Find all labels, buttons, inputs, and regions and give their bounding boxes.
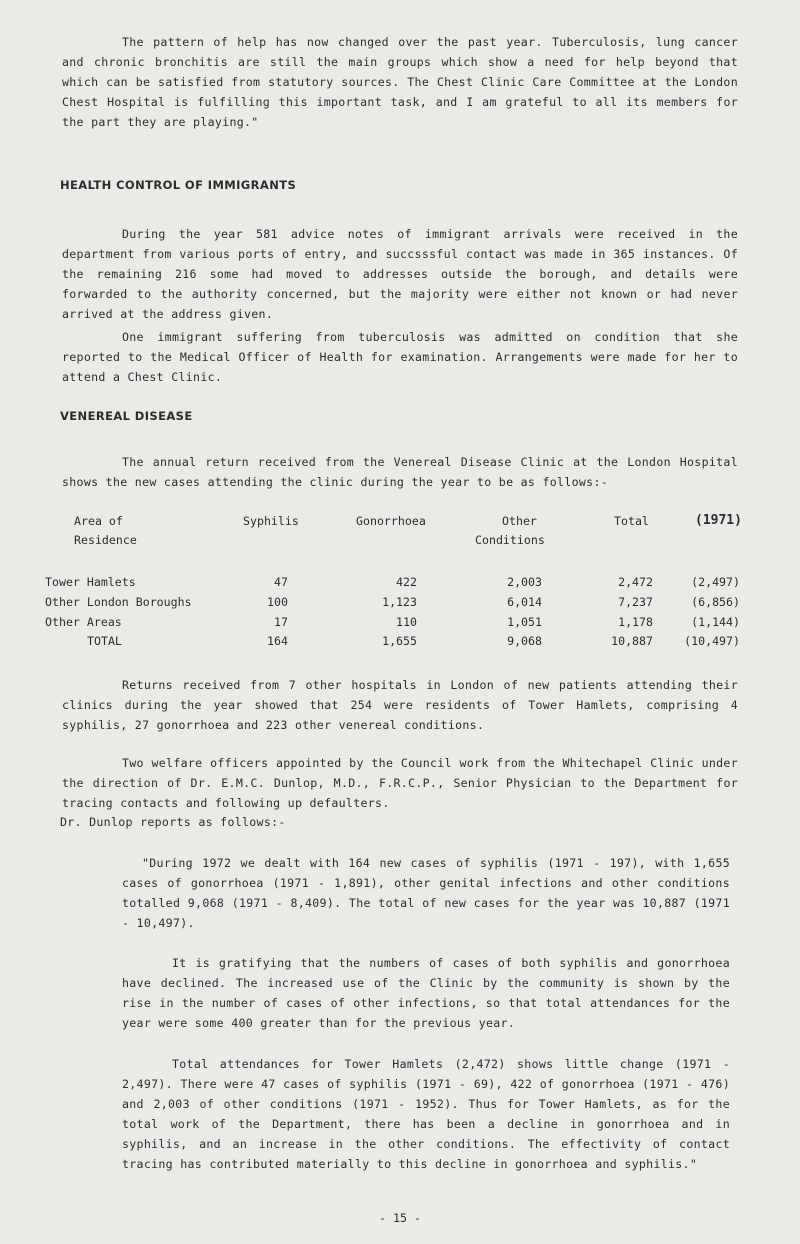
header-syphilis: Syphilis (243, 514, 299, 528)
table-row-syphilis: 47 (274, 575, 288, 589)
table-row-total: 7,237 (618, 595, 653, 609)
dunlop-quote-paragraph-1: "During 1972 we dealt with 164 new cases of syphilis (1971 - 197), with 1,655 cases of gonorrhoea (1971 - 1,891), other genital infections and other conditions totalled 9,068 (1971 - 8,409). The total of new cases for the year was 10,887 (1971 - 10,497). (122, 856, 730, 930)
dunlop-quote-paragraph-2: It is gratifying that the numbers of cases of both syphilis and gonorrhoea have declined. The increased use of the Clinic by the community is shown by the rise in the number of cases of other infections, so that total attendances for the year were some 400 greater than for the previous year. (122, 956, 730, 1030)
table-row-syphilis: 17 (274, 615, 288, 629)
table-row-gonorrhoea: 1,655 (382, 634, 417, 648)
venereal-intro: The annual return received from the Venereal Disease Clinic at the London Hospital shows the new cases attending the clinic during the year to be as follows:- (62, 455, 738, 489)
header-prev-year: (1971) (695, 513, 742, 528)
welfare-paragraph: Two welfare officers appointed by the Council work from the Whitechapel Clinic under the direction of Dr. E.M.C. Dunlop, M.D., F.R.C.P., Senior Physician to the Department for tracing contacts and following up defaulters. (62, 756, 738, 810)
table-row-gonorrhoea: 422 (396, 575, 417, 589)
table-row-prev: (2,497) (691, 575, 740, 589)
table-row-total: 10,887 (611, 634, 653, 648)
dunlop-intro: Dr. Dunlop reports as follows:- (60, 815, 286, 829)
table-row-area: Other Areas (45, 615, 122, 629)
table-row-gonorrhoea: 110 (396, 615, 417, 629)
table-row-other: 9,068 (507, 634, 542, 648)
page-number: - 15 - (379, 1211, 421, 1225)
table-row-other: 1,051 (507, 615, 542, 629)
table-row-syphilis: 100 (267, 595, 288, 609)
table-row-prev: (10,497) (684, 634, 740, 648)
header-other-line2: Conditions (475, 533, 545, 547)
table-row-other: 6,014 (507, 595, 542, 609)
table-row-prev: (1,144) (691, 615, 740, 629)
table-row-other: 2,003 (507, 575, 542, 589)
table-row-syphilis: 164 (267, 634, 288, 648)
header-other-line1: Other (502, 514, 537, 528)
immigrants-paragraph-1: During the year 581 advice notes of immigrant arrivals were received in the department from various ports of entry, and succsssful contact was made in 365 instances. Of the remaining 216 some had moved to addresses outside the borough, and details were forwarded to the authority concerned, but the majority were either not known or had never arrived at the address given. (62, 227, 738, 321)
header-area-line1: Area of (74, 514, 123, 528)
header-gonorrhoea: Gonorrhoea (356, 514, 426, 528)
table-row-area: TOTAL (87, 634, 122, 648)
immigrants-heading: HEALTH CONTROL OF IMMIGRANTS (60, 178, 297, 192)
dunlop-quote-paragraph-3: Total attendances for Tower Hamlets (2,472) shows little change (1971 - 2,497). There were 47 cases of syphilis (1971 - 69), 422 of gonorrhoea (1971 - 476) and 2,003 of other conditions (1971 - 1952). Thus for Tower Hamlets, as for the total work of the Department, there has been a decline in gonorrhoea and in syphilis, and an increase in the other conditions. The effectivity of contact tracing has contributed materially to this decline in gonorrhoea and syphilis." (122, 1057, 730, 1171)
immigrants-paragraph-2: One immigrant suffering from tuberculosis was admitted on condition that she reported to the Medical Officer of Health for examination. Arrangements were made for her to attend a Chest Clinic. (62, 330, 738, 384)
header-area-line2: Residence (74, 533, 137, 547)
venereal-heading: VENEREAL DISEASE (60, 409, 193, 423)
table-row-total: 2,472 (618, 575, 653, 589)
table-row-area: Other London Boroughs (45, 595, 192, 609)
returns-paragraph: Returns received from 7 other hospitals in London of new patients attending their clinics during the year showed that 254 were residents of Tower Hamlets, comprising 4 syphilis, 27 gonorrhoea and 223 other venereal conditions. (62, 678, 738, 732)
table-row-total: 1,178 (618, 615, 653, 629)
table-row-gonorrhoea: 1,123 (382, 595, 417, 609)
header-total: Total (614, 514, 649, 528)
intro-paragraph: The pattern of help has now changed over the past year. Tuberculosis, lung cancer and chronic bronchitis are still the main groups which show a need for help beyond that which can be satisfied from statutory sources. The Chest Clinic Care Committee at the London Chest Hospital is fulfilling this important task, and I am grateful to all its members for the part they are playing." (62, 35, 738, 129)
table-row-area: Tower Hamlets (45, 575, 136, 589)
table-row-prev: (6,856) (691, 595, 740, 609)
